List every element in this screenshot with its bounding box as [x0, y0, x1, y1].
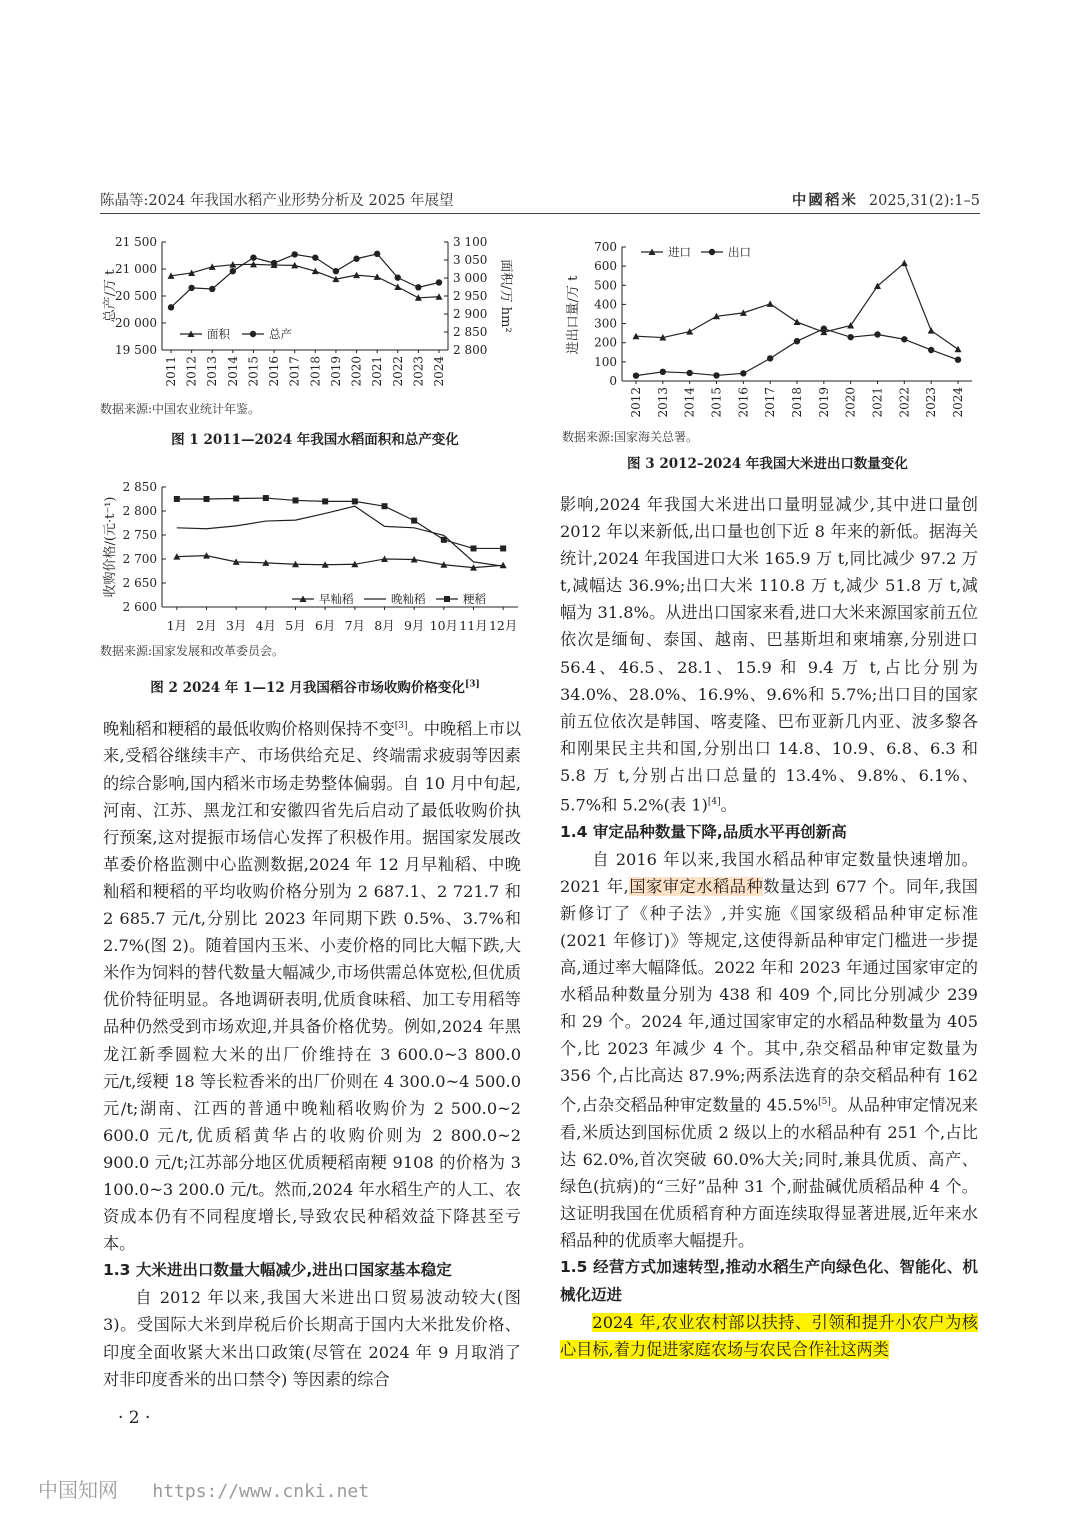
- series-line-1: [636, 329, 958, 376]
- data-point: [394, 284, 401, 291]
- data-point: [633, 372, 639, 378]
- legend-label: 晚籼稻: [391, 592, 426, 606]
- data-point: [333, 268, 339, 274]
- legend-label: 面积: [207, 327, 230, 341]
- y-axis-label: 总产/万 t: [103, 269, 118, 323]
- x-tick-label: 2015: [246, 356, 261, 387]
- series-line-0: [636, 263, 958, 349]
- x-tick-label: 12月: [488, 618, 518, 633]
- data-point: [209, 286, 215, 292]
- x-tick-label: 9月: [403, 618, 425, 633]
- text: 。从品种审定情况来看,米质达到国标优质 2 级以上的水稻品种有 251 个,占比达 62.0%,首次突破 60.0%大关;同时,兼具优质、高产、绿色(抗病)的“三好”品种 31 个,耐盐碱优质稻品种 4 个。这证明我国在优质稻育种方面连续取得显著进展,近年来水稻品种的优质率大幅提升。: [560, 1095, 978, 1251]
- data-point: [352, 498, 358, 504]
- data-point: [821, 326, 827, 332]
- data-point: [901, 260, 908, 267]
- y-tick-label-right: 3 000: [453, 271, 488, 285]
- legend-marker: [444, 596, 450, 602]
- text: 晚籼稻和粳稻的最低收购价格则保持不变: [103, 719, 395, 739]
- y-tick-label: 600: [594, 259, 617, 274]
- paragraph-operation: [560, 1309, 978, 1363]
- legend-marker: [709, 249, 715, 255]
- data-point: [955, 357, 961, 363]
- y-axis-label-right: 面积/万 hm²: [498, 259, 513, 333]
- right-column: [560, 491, 978, 1363]
- citation-ref: [3]: [394, 721, 408, 731]
- x-tick-label: 2023: [924, 387, 939, 418]
- x-tick-label: 2019: [816, 387, 831, 418]
- data-point: [901, 336, 907, 342]
- y-tick-label: 20 500: [115, 289, 157, 303]
- figure-2-caption: [100, 676, 530, 696]
- x-tick-label: 2月: [196, 618, 217, 633]
- data-point: [928, 347, 934, 353]
- x-tick-label: 2016: [736, 387, 751, 418]
- y-tick-label: 100: [594, 354, 617, 369]
- paragraph-trade-cont: [560, 491, 978, 819]
- y-tick-label: 2 600: [122, 600, 157, 614]
- x-tick-label: 10月: [429, 618, 459, 633]
- data-point: [168, 304, 174, 310]
- data-point: [686, 328, 693, 335]
- x-tick-label: 1月: [166, 618, 188, 633]
- data-point: [250, 254, 256, 260]
- x-tick-label: 2012: [184, 356, 199, 387]
- x-tick-label: 2021: [870, 387, 885, 418]
- data-point: [230, 268, 236, 274]
- y-tick-label: 2 800: [122, 504, 157, 518]
- data-point: [794, 319, 801, 326]
- y-tick-label: 700: [594, 240, 617, 254]
- series-line-2: [177, 498, 503, 548]
- x-tick-label: 2018: [790, 387, 804, 418]
- figure-2-caption-text: 图 2 2024 年 1—12 月我国稻谷市场收购价格变化: [150, 680, 465, 696]
- figure-3-chart: [555, 235, 980, 423]
- text: 自 2016 年以来,我国水稻品种审定数量快速增加。2021 年,: [560, 849, 978, 896]
- paragraph-varieties: [560, 846, 978, 1255]
- figure-2-caption-ref: [3]: [464, 679, 480, 690]
- y-tick-label: 2 850: [122, 480, 157, 494]
- data-point: [174, 496, 180, 502]
- legend-label: 早籼稻: [319, 592, 354, 606]
- paragraph-price: [103, 713, 521, 1257]
- data-point: [767, 300, 774, 307]
- journal-header: [792, 189, 980, 210]
- journal-name: 中國稻米: [791, 192, 858, 209]
- data-point: [415, 284, 421, 290]
- x-tick-label: 2021: [370, 356, 385, 387]
- text: 数量达到 677 个。同年,我国新修订了《种子法》,并实施《国家级稻品种审定标准(2021 年修订)》等规定,这使得新品种审定门槛进一步提高,通过率大幅降低。2022 年和 2023 年通过国家审定的水稻品种数量分别为 438 和 409 个,同比分别减少 239 和 29 个。2024 年,通过国家审定的水稻品种数量为 405 个,比 2023 年减少 4 个。其中,杂交稻品种审定数量为 356 个,占比高达 87.9%;两系法选育的杂交稻品种有 162 个,占杂交稻品种审定数量的 45.5%: [560, 876, 978, 1115]
- page-number: · 2 ·: [118, 1408, 151, 1428]
- text: 。: [720, 795, 737, 815]
- legend-label: 进口: [668, 245, 691, 259]
- x-tick-label: 2013: [655, 387, 670, 418]
- data-point: [660, 369, 666, 375]
- data-point: [411, 518, 417, 524]
- running-header: 陈晶等:2024 年我国水稻产业形势分析及 2025 年展望: [100, 193, 454, 209]
- data-point: [847, 334, 853, 340]
- y-tick-label: 2 650: [122, 576, 157, 590]
- legend-label: 粳稻: [463, 592, 486, 606]
- series-line-1: [177, 506, 503, 566]
- y-tick-label-right: 2 850: [453, 325, 488, 339]
- data-point: [740, 370, 746, 376]
- data-point: [322, 498, 328, 504]
- x-tick-label: 8月: [374, 618, 395, 633]
- x-tick-label: 2022: [390, 356, 405, 387]
- watermark-name: 中国知网: [38, 1478, 118, 1502]
- figure-2-source: 数据来源:国家发展和改革委员会。: [100, 644, 285, 658]
- paragraph-trade: 自 2012 年以来,我国大米进出口贸易波动较大(图 3)。受国际大米到岸税后价长期高于国内大米批发价格、印度全面收紧大米出口政策(尽管在 2024 年 9 月取消了对非印度香米的出口禁令) 等因素的综合: [103, 1288, 521, 1389]
- x-tick-label: 2023: [411, 356, 426, 387]
- series-line-0: [177, 556, 503, 568]
- figure-3-caption: 图 3 2012–2024 年我国大米进出口数量变化: [627, 456, 908, 472]
- x-tick-label: 7月: [344, 618, 366, 633]
- data-point: [955, 346, 962, 353]
- x-tick-label: 2020: [349, 356, 364, 387]
- y-tick-label: 400: [594, 297, 617, 312]
- y-tick-label: 300: [594, 316, 617, 331]
- y-tick-label-right: 3 100: [453, 235, 488, 249]
- data-point: [686, 370, 692, 376]
- x-tick-label: 2011: [164, 356, 178, 387]
- data-point: [291, 251, 297, 257]
- highlight-yellow: 2024 年,农业农村部以扶持、引领和提升小农户为核心目标,着力促进家庭农场与农民合作社这两类: [560, 1312, 978, 1359]
- x-tick-label: 2015: [709, 387, 724, 418]
- figure-2-chart: [100, 475, 530, 645]
- header-rule: [100, 213, 980, 214]
- x-tick-label: 2017: [763, 387, 778, 418]
- watermark-url: https://www.cnki.net: [152, 1481, 370, 1502]
- y-axis-label: 进出口量/万 t: [566, 275, 581, 355]
- section-heading-1-5: 1.5 经营方式加速转型,推动水稻生产向绿色化、智能化、机械化迈进: [560, 1258, 978, 1304]
- x-tick-label: 2014: [225, 356, 240, 387]
- data-point: [353, 256, 359, 262]
- data-point: [767, 355, 773, 361]
- left-column: [103, 713, 521, 1393]
- data-point: [500, 545, 506, 551]
- x-tick-label: 11月: [459, 618, 488, 633]
- legend-marker: [250, 331, 256, 337]
- citation-ref: [5]: [818, 1097, 831, 1108]
- y-tick-label: 20 000: [115, 316, 157, 330]
- y-tick-label: 19 500: [115, 343, 157, 357]
- data-point: [374, 251, 380, 257]
- highlight-orange: 国家审定水稻品种: [628, 876, 764, 896]
- data-point: [263, 495, 269, 501]
- data-point: [188, 285, 194, 291]
- text: 。中晚稻上市以来,受稻谷继续丰产、市场供给充足、终端需求疲弱等因素的综合影响,国内稻米市场走势整体偏弱。自 10 月中旬起,河南、江苏、黑龙江和安徽四省先后启动了最低收购价执行预案,这对提振市场信心发挥了积极作用。据国家发展改革委价格监测中心监测数据,2024 年 12 月早籼稻、中晚籼稻和粳稻的平均收购价格分别为 2 687.1、2 721.7 和 2 685.7 元/t,分别比 2023 年同期下跌 0.5%、3.7%和 2.7%(图 2)。随着国内玉米、小麦价格的同比大幅下跌,大米作为饲料的替代数量大幅减少,市场供需总体宽松,但优质优价特征明显。各地调研表明,优质食味稻、加工专用稻等品种仍然受到市场欢迎,并具备价格优势。例如,2024 年黑龙江新季圆粒大米的出厂价维持在 3 600.0~3 800.0 元/t,绥粳 18 等长粒香米的出厂价则在 4 300.0~4 500.0 元/t;湖南、江西的普通中晚籼稻收购价为 2 500.0~2 600.0 元/t,优质稻黄华占的收购价则为 2 800.0~2 900.0 元/t;江苏部分地区优质粳稻南粳 9108 的价格为 3 100.0~3 200.0 元/t。然而,2024 年水稻生产的人工、农资成本仍有不同程度增长,导致农民种稻效益下降甚至亏本。: [103, 719, 522, 1254]
- x-tick-label: 2019: [328, 356, 343, 387]
- x-tick-label: 2012: [629, 387, 643, 418]
- legend-label: 总产: [269, 327, 292, 341]
- y-tick-label-right: 2 950: [453, 289, 488, 303]
- cnki-watermark: [38, 1474, 369, 1503]
- x-tick-label: 6月: [314, 618, 336, 633]
- y-tick-label: 2 700: [122, 552, 157, 566]
- text: 影响,2024 年我国大米进出口量明显减少,其中进口量创 2012 年以来新低,出口量也创下近 8 年来的新低。据海关统计,2024 年我国进口大米 165.9 万 t,同比减少 97.2 万 t,减幅达 36.9%;出口大米 110.8 万 t,减少 51.8 万 t,减幅为 31.8%。从进出口国家来看,进口大米来源国家前五位依次是缅甸、泰国、越南、巴基斯坦和柬埔寨,分别进口 56.4、46.5、28.1、15.9 和 9.4 万 t,占比分别为 34.0%、28.0%、16.9%、9.6%和 5.7%;出口目的国家前五位依次是韩国、喀麦隆、巴布亚新几内亚、波多黎各和刚果民主共和国,分别出口 14.8、10.9、6.8、6.3 和 5.8 万 t,分别占出口总量的 13.4%、9.8%、6.1%、5.7%和 5.2%(表 1): [560, 495, 978, 815]
- y-tick-label: 0: [609, 374, 617, 388]
- data-point: [233, 496, 239, 502]
- data-point: [204, 496, 210, 502]
- data-point: [441, 537, 447, 543]
- y-tick-label-right: 2 800: [453, 343, 488, 357]
- x-tick-label: 2024: [951, 387, 965, 418]
- x-tick-label: 2017: [287, 356, 302, 387]
- y-tick-label-right: 3 050: [453, 253, 488, 267]
- y-axis-label: 收购价格/(元·t⁻¹): [103, 496, 118, 598]
- data-point: [847, 322, 854, 329]
- figure-1-source: 数据来源:中国农业统计年鉴。: [100, 402, 261, 416]
- section-heading-1-3: 1.3 大米进出口数量大幅减少,进出口国家基本稳定: [103, 1261, 452, 1280]
- data-point: [436, 279, 442, 285]
- x-tick-label: 2020: [843, 387, 858, 418]
- data-point: [471, 545, 477, 551]
- y-tick-label: 500: [594, 278, 617, 293]
- x-tick-label: 2016: [267, 356, 282, 387]
- legend-label: 出口: [728, 245, 751, 259]
- x-tick-label: 5月: [285, 618, 306, 633]
- data-point: [293, 497, 299, 503]
- x-tick-label: 3月: [225, 618, 247, 633]
- y-tick-label: 200: [594, 335, 617, 350]
- data-point: [794, 338, 800, 344]
- y-tick-label-right: 2 900: [453, 307, 488, 321]
- x-tick-label: 2013: [205, 356, 220, 387]
- data-point: [713, 372, 719, 378]
- figure-1-caption: 图 1 2011—2024 年我国水稻面积和总产变化: [171, 432, 459, 448]
- data-point: [928, 327, 935, 334]
- y-tick-label: 21 000: [115, 262, 157, 276]
- citation-ref: [4]: [707, 797, 721, 808]
- y-tick-label: 2 750: [122, 528, 157, 542]
- x-tick-label: 2022: [897, 387, 912, 418]
- journal-citation: 2025,31(2):1–5: [868, 193, 980, 209]
- data-point: [382, 503, 388, 509]
- data-point: [271, 260, 277, 266]
- x-tick-label: 2024: [432, 356, 446, 387]
- x-tick-label: 2014: [682, 387, 697, 418]
- data-point: [312, 254, 318, 260]
- figure-1-chart: [100, 228, 530, 400]
- data-point: [874, 331, 880, 337]
- x-tick-label: 4月: [255, 618, 277, 633]
- section-heading-1-4: 1.4 审定品种数量下降,品质水平再创新高: [560, 822, 847, 841]
- data-point: [395, 274, 401, 280]
- figure-3-source: 数据来源:国家海关总署。: [562, 430, 699, 444]
- x-tick-label: 2018: [308, 356, 323, 387]
- y-tick-label: 21 500: [115, 235, 157, 249]
